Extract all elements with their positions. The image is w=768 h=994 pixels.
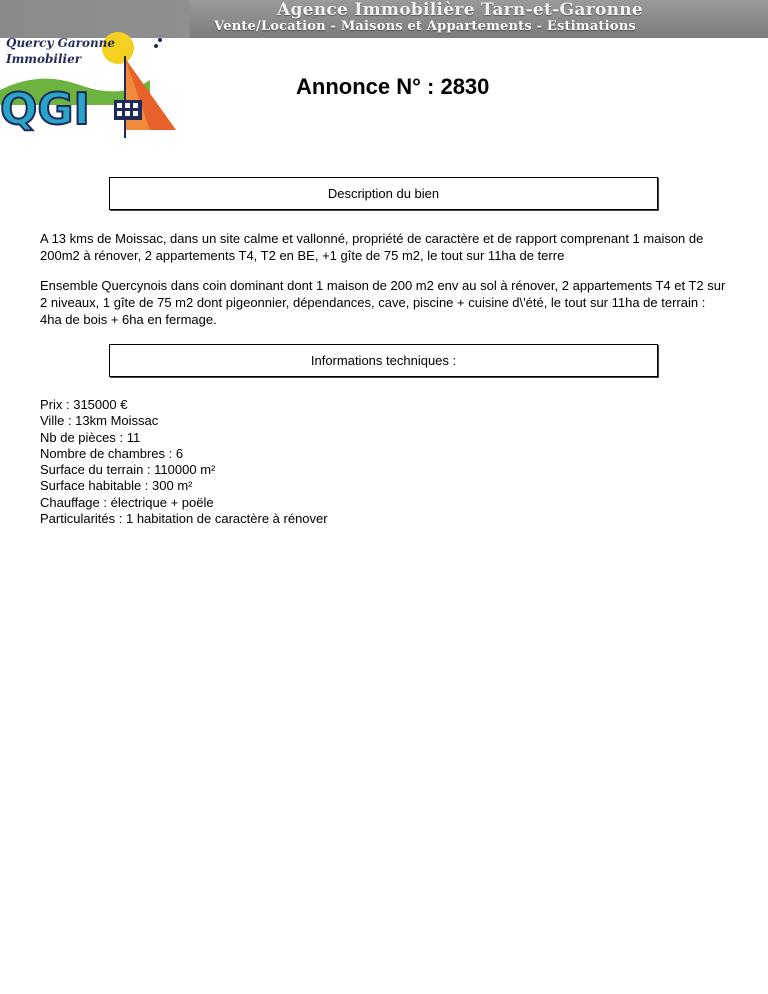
info-rooms: Nb de pièces : 11 bbox=[40, 429, 141, 445]
info-bedrooms: Nombre de chambres : 6 bbox=[40, 445, 184, 461]
info-features: Particularités : 1 habitation de caractère à rénover bbox=[40, 511, 328, 527]
info-land-area: Surface du terrain : 110000 m² bbox=[40, 462, 216, 478]
agency-logo bbox=[0, 30, 182, 142]
description-paragraph-1: A 13 kms de Moissac, dans un site calme et vallonné, propriété de caractère et de rapport comprenant 1 maison de 200m2 à rénover, 2 appartements T4, T2 en BE, +1 gîte de 75 m2, le tout sur 11ha de terre bbox=[40, 231, 704, 263]
agency-subtitle: Vente/Location - Maisons et Appartements - Estimations bbox=[214, 19, 636, 34]
description-heading-box bbox=[109, 177, 658, 210]
annonce-title: Annonce N° : 2830 bbox=[296, 74, 490, 99]
info-price: Prix : 315000 € bbox=[40, 397, 128, 412]
technique-heading-box bbox=[109, 344, 658, 377]
svg-text:QGI: QGI bbox=[0, 84, 90, 135]
technical-info-list bbox=[40, 397, 640, 527]
info-living-area: Surface habitable : 300 m² bbox=[40, 478, 193, 494]
info-city: Ville : 13km Moissac bbox=[40, 413, 159, 429]
logo-line1: Quercy Garonne bbox=[6, 36, 116, 50]
info-heating: Chauffage : électrique + poële bbox=[40, 494, 214, 510]
agency-title: Agence Immobilière Tarn-et-Garonne bbox=[276, 0, 644, 20]
description-heading: Description du bien bbox=[327, 186, 440, 201]
description-paragraph-2: Ensemble Quercynois dans coin dominant dont 1 maison de 200 m2 env au sol à rénover, 2 appartements T4 et T2 sur 2 niveaux, 1 gîte de 75 m2 dont pigeonnier, dépendances, cave, piscine + cuisine d\'été, le tout sur 11ha de terrain : 4ha de bois + 6ha en fermage. bbox=[40, 278, 726, 327]
logo-line2: Immobilier bbox=[6, 52, 82, 66]
technique-heading: Informations techniques : bbox=[310, 353, 457, 368]
